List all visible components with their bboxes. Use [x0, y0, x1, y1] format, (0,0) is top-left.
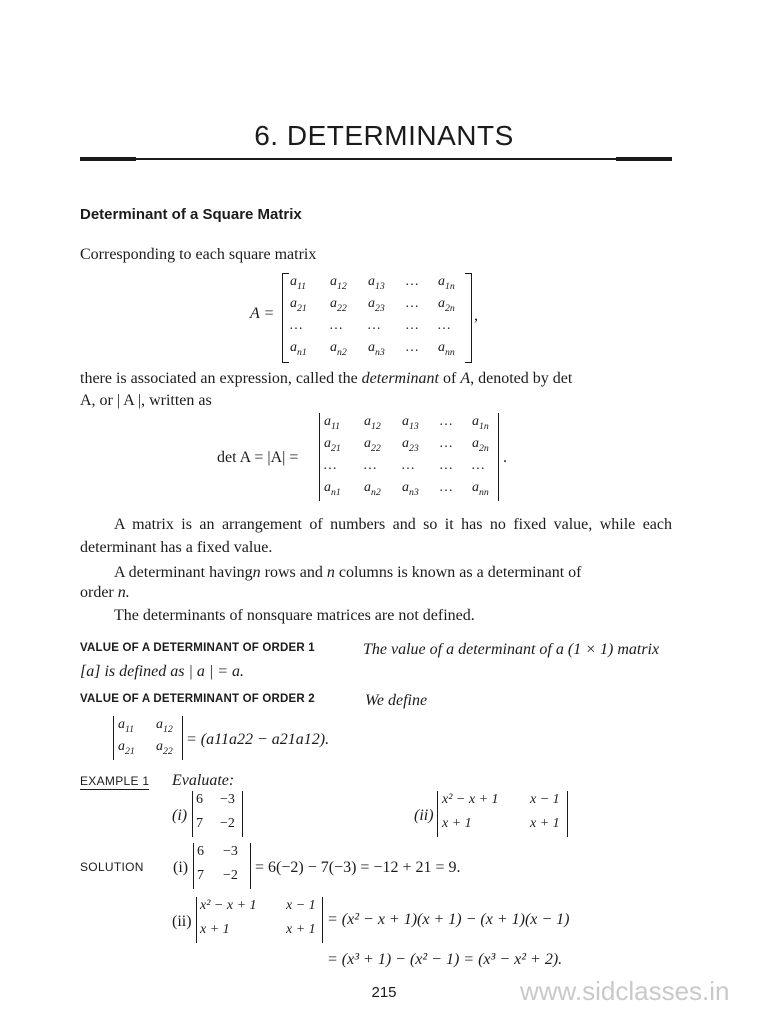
determinant-a-cell: …	[472, 458, 485, 473]
para2-n2: n	[326, 564, 335, 581]
order1-heading: VALUE OF A DETERMINANT OF ORDER 1	[80, 642, 315, 654]
para2-b: rows and	[264, 564, 323, 581]
order2-cell: $a_{22}$	[156, 739, 173, 757]
sol-i-right-bar	[250, 843, 251, 889]
det-period: .	[503, 449, 507, 466]
determinant-a-cell: $a_{2n}$	[472, 436, 489, 454]
solution-ii-cell: x + 1	[286, 922, 316, 937]
paragraph-nonsquare: The determinants of nonsquare matrices are not defined.	[114, 607, 475, 624]
example-i-label: (i)	[172, 807, 188, 824]
para2-n1: n	[252, 564, 261, 581]
determinant-a-cell: $a_{13}$	[402, 414, 419, 432]
matrix-a-cell: $a_{n3}$	[368, 340, 385, 358]
solution-i-cell: −2	[223, 868, 238, 883]
determinant-a-cell: …	[440, 436, 453, 451]
determinant-a-cell: $a_{11}$	[324, 414, 341, 432]
matrix-a-cell: $a_{22}$	[330, 296, 347, 314]
solution-ii-rhs-2: = (x³ + 1) − (x² − 1) = (x³ − x² + 2).	[327, 951, 563, 968]
assoc-text-2: of	[443, 370, 457, 387]
determinant-a-cell: …	[364, 458, 377, 473]
section-heading: Determinant of a Square Matrix	[80, 206, 302, 223]
order2-cell: $a_{12}$	[156, 717, 173, 735]
example-ii-cell: x + 1	[530, 816, 560, 831]
para2-line2-n: n.	[117, 584, 130, 601]
matrix-a-cell: …	[290, 318, 303, 333]
matrix-a-cell: …	[330, 318, 343, 333]
solution-ii-cell: x² − x + 1	[200, 898, 257, 913]
example-i-cell: 6	[196, 792, 203, 807]
solution-ii-cell: x − 1	[286, 898, 316, 913]
para2-c: columns is known as a determinant of	[338, 564, 582, 581]
ex-i-right-bar	[242, 791, 243, 837]
solution-i-cell: 7	[197, 868, 204, 883]
solution-label: SOLUTION	[80, 860, 144, 874]
sol-i-left-bar	[193, 843, 194, 889]
order1-text: The value of a determinant of a (1 × 1) matrix	[363, 641, 660, 658]
det-left-bar	[319, 413, 320, 501]
example-text: Evaluate:	[172, 772, 235, 789]
determinant-a-cell: …	[440, 414, 453, 429]
paragraph-order-line2	[80, 581, 130, 604]
matrix-a-cell: $a_{1n}$	[438, 274, 455, 292]
determinant-a-cell: …	[402, 458, 415, 473]
paragraph-order-line1	[114, 561, 581, 584]
solution-ii-cell: x + 1	[200, 922, 230, 937]
solution-ii-rhs-1: = (x² − x + 1)(x + 1) − (x + 1)(x − 1)	[327, 911, 570, 928]
assoc-line-1	[80, 367, 572, 390]
matrix-a-cell: …	[368, 318, 381, 333]
matrix-a-cell: $a_{13}$	[368, 274, 385, 292]
assoc-text-1: there is associated an expression, called the	[80, 370, 358, 387]
page-number: 215	[371, 984, 397, 1001]
matrix-a-cell: $a_{12}$	[330, 274, 347, 292]
matrix-left-bracket	[282, 273, 289, 363]
order2-cell: $a_{11}$	[118, 717, 135, 735]
title-rule-thin	[80, 158, 672, 160]
chapter-title: 6. DETERMINANTS	[254, 120, 514, 151]
matrix-a-cell: …	[406, 340, 419, 355]
determinant-a-cell: $a_{22}$	[364, 436, 381, 454]
solution-ii-label: (ii)	[172, 913, 192, 930]
example-ii-cell: x² − x + 1	[442, 792, 499, 807]
example-i-cell: −2	[220, 816, 235, 831]
determinant-a-cell: …	[440, 480, 453, 495]
assoc-text-3: , denoted by det	[470, 370, 573, 387]
determinant-a-cell: $a_{n1}$	[324, 480, 341, 498]
det-right-bar	[498, 413, 499, 501]
matrix-a-cell: $a_{11}$	[290, 274, 307, 292]
ex-ii-left-bar	[437, 791, 438, 837]
matrix-lhs: A =	[250, 305, 275, 322]
sol-ii-right-bar	[322, 897, 323, 943]
det-lhs: det A = |A| =	[217, 449, 299, 466]
paragraph-fixed-value: A matrix is an arrangement of numbers and so it has no fixed value, while each determinant has a fixed value.	[80, 516, 672, 556]
matrix-a-cell: $a_{n1}$	[290, 340, 307, 358]
assoc-word: determinant	[361, 370, 439, 387]
matrix-a-cell: $a_{21}$	[290, 296, 307, 314]
assoc-line-2: A, or | A |, written as	[80, 392, 212, 409]
example-ii-cell: x + 1	[442, 816, 472, 831]
determinant-a-cell: $a_{n3}$	[402, 480, 419, 498]
order2-rhs: = (a11a22 − a21a12).	[186, 731, 330, 748]
determinant-a-cell: $a_{23}$	[402, 436, 419, 454]
solution-i-cell: −3	[223, 844, 238, 859]
example-label: EXAMPLE 1	[80, 774, 150, 788]
determinant-a-cell: $a_{n2}$	[364, 480, 381, 498]
order2-left-bar	[113, 716, 114, 760]
sol-ii-left-bar	[196, 897, 197, 943]
solution-i-rhs: = 6(−2) − 7(−3) = −12 + 21 = 9.	[255, 859, 461, 876]
determinant-a-cell: $a_{1n}$	[472, 414, 489, 432]
order2-heading: VALUE OF A DETERMINANT OF ORDER 2	[80, 693, 315, 705]
example-ii-cell: x − 1	[530, 792, 560, 807]
matrix-a-cell: $a_{23}$	[368, 296, 385, 314]
determinant-a-cell: $a_{21}$	[324, 436, 341, 454]
determinant-a-cell: …	[440, 458, 453, 473]
example-ii-label: (ii)	[414, 807, 434, 824]
ex-i-left-bar	[192, 791, 193, 837]
matrix-a-cell: …	[406, 274, 419, 289]
matrix-a-cell: $a_{nn}$	[438, 340, 455, 358]
matrix-a-cell: …	[406, 296, 419, 311]
ex-ii-right-bar	[567, 791, 568, 837]
determinant-a-cell: $a_{nn}$	[472, 480, 489, 498]
matrix-comma: ,	[474, 307, 478, 324]
matrix-a-cell: …	[438, 318, 451, 333]
para2-a: A determinant having	[114, 564, 253, 581]
title-rule-left-thick	[80, 157, 136, 161]
solution-i-label: (i)	[173, 859, 189, 876]
order1-text-2: [a] is defined as | a | = a.	[80, 663, 245, 680]
determinant-a-cell: …	[324, 458, 337, 473]
assoc-A: A	[460, 370, 471, 387]
matrix-a-cell: …	[406, 318, 419, 333]
order2-text: We define	[365, 692, 428, 709]
order2-right-bar	[182, 716, 183, 760]
matrix-right-bracket	[465, 273, 472, 363]
watermark-text: www.sidclasses.in	[520, 976, 730, 1006]
determinant-a-cell: $a_{12}$	[364, 414, 381, 432]
title-rule-right-thick	[616, 157, 672, 161]
matrix-a-cell: $a_{n2}$	[330, 340, 347, 358]
example-i-cell: 7	[196, 816, 203, 831]
order2-cell: $a_{21}$	[118, 739, 135, 757]
para2-line2-a: order	[80, 584, 114, 601]
matrix-a-cell: $a_{2n}$	[438, 296, 455, 314]
example-i-cell: −3	[220, 792, 235, 807]
intro-text: Corresponding to each square matrix	[80, 246, 317, 263]
solution-i-cell: 6	[197, 844, 204, 859]
